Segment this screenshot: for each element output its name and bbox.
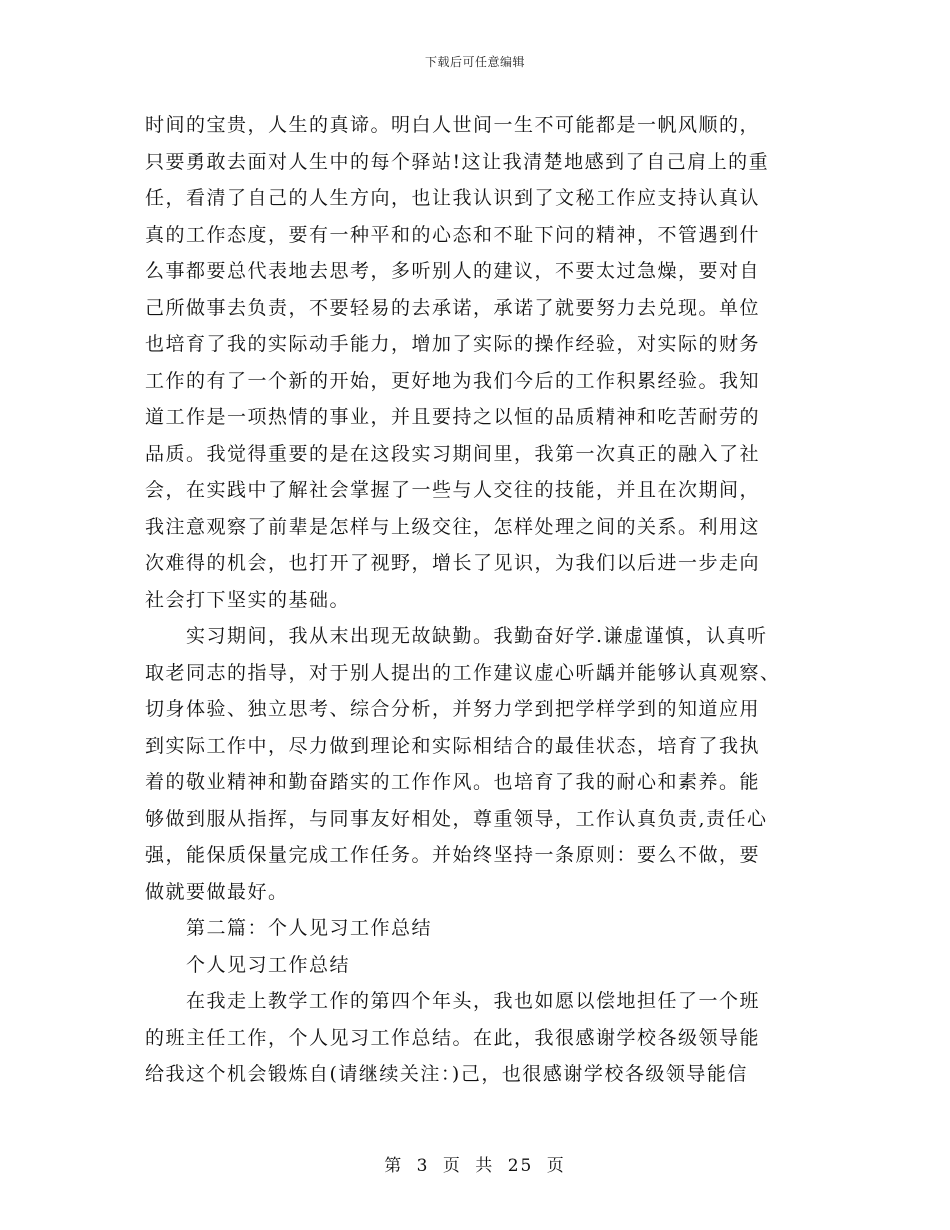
text-line: 的班主任工作，个人见习工作总结。在此，我很感谢学校各级领导能 (145, 1026, 761, 1049)
text-line: 真的工作态度，要有一种平和的心态和不耻下问的精神，不管遇到什 (145, 223, 761, 246)
text-line: 会，在实践中了解社会掌握了一些与人交往的技能，并且在次期间， (145, 479, 761, 501)
page-number: 第 3 页 共 25 页 (384, 1156, 566, 1176)
document-body (145, 107, 805, 1093)
text-line: 切身体验、独立思考、综合分析，并努力学到把学样学到的知道应用 (145, 698, 761, 720)
text-line: 给我这个机会锻炼自(请继续关注：)己，也很感谢学校各级领导能信 (145, 1063, 748, 1085)
page-header: 下载后可任意编辑 (424, 55, 525, 69)
text-line: 品质。我觉得重要的是在这段实习期间里，我第一次真正的融入了社 (145, 442, 761, 465)
text-line: 社会打下坚实的基础。 (145, 588, 351, 611)
text-line: 着的敬业精神和勤奋踏实的工作作风。也培育了我的耐心和素养。能 (145, 771, 761, 793)
text-line: 时间的宝贵，人生的真谛。明白人世间一生不可能都是一帆风顺的， (145, 114, 761, 136)
section-heading: 第二篇：个人见习工作总结 (145, 917, 433, 939)
text-line: 任，看清了自己的人生方向，也让我认识到了文秘工作应支持认真认 (145, 187, 761, 209)
text-line: 够做到服从指挥，与同事友好相处，尊重领导，工作认真负责,责任心 (145, 807, 768, 830)
text-line: 道工作是一项热情的事业，并且要持之以恒的品质精神和吃苦耐劳的 (145, 406, 761, 428)
text-line: 取老同志的指导，对于别人提出的工作建议虚心听龋并能够认真观察、 (145, 661, 781, 684)
text-line: 工作的有了一个新的开始，更好地为我们今后的工作积累经验。我知 (145, 369, 761, 392)
text-line: 在我走上教学工作的第四个年头，我也如愿以偿地担任了一个班 (145, 990, 761, 1012)
text-line: 己所做事去负责，不要轻易的去承诺，承诺了就要努力去兑现。单位 (145, 296, 761, 319)
section-subheading: 个人见习工作总结 (145, 953, 351, 976)
text-line: 只要勇敢去面对人生中的每个驿站!这让我清楚地感到了自己肩上的重 (145, 150, 770, 173)
text-line: 做就要做最好。 (145, 880, 289, 903)
text-line: 次难得的机会，也打开了视野，增长了见识，为我们以后进一步走向 (145, 552, 761, 574)
text-line: 强，能保质保量完成工作任务。并始终坚持一条原则：要么不做，要 (145, 844, 761, 866)
text-line: 我注意观察了前辈是怎样与上级交往，怎样处理之间的关系。利用这 (145, 515, 761, 538)
text-line: 实习期间，我从末出现无故缺勤。我勤奋好学.谦虚谨慎，认真听 (145, 625, 768, 647)
text-line: 也培育了我的实际动手能力，增加了实际的操作经验，对实际的财务 (145, 333, 761, 355)
text-line: 到实际工作中，尽力做到理论和实际相结合的最佳状态，培育了我执 (145, 734, 761, 757)
text-line: 么事都要总代表地去思考，多听别人的建议，不要太过急燥，要对自 (145, 260, 761, 282)
